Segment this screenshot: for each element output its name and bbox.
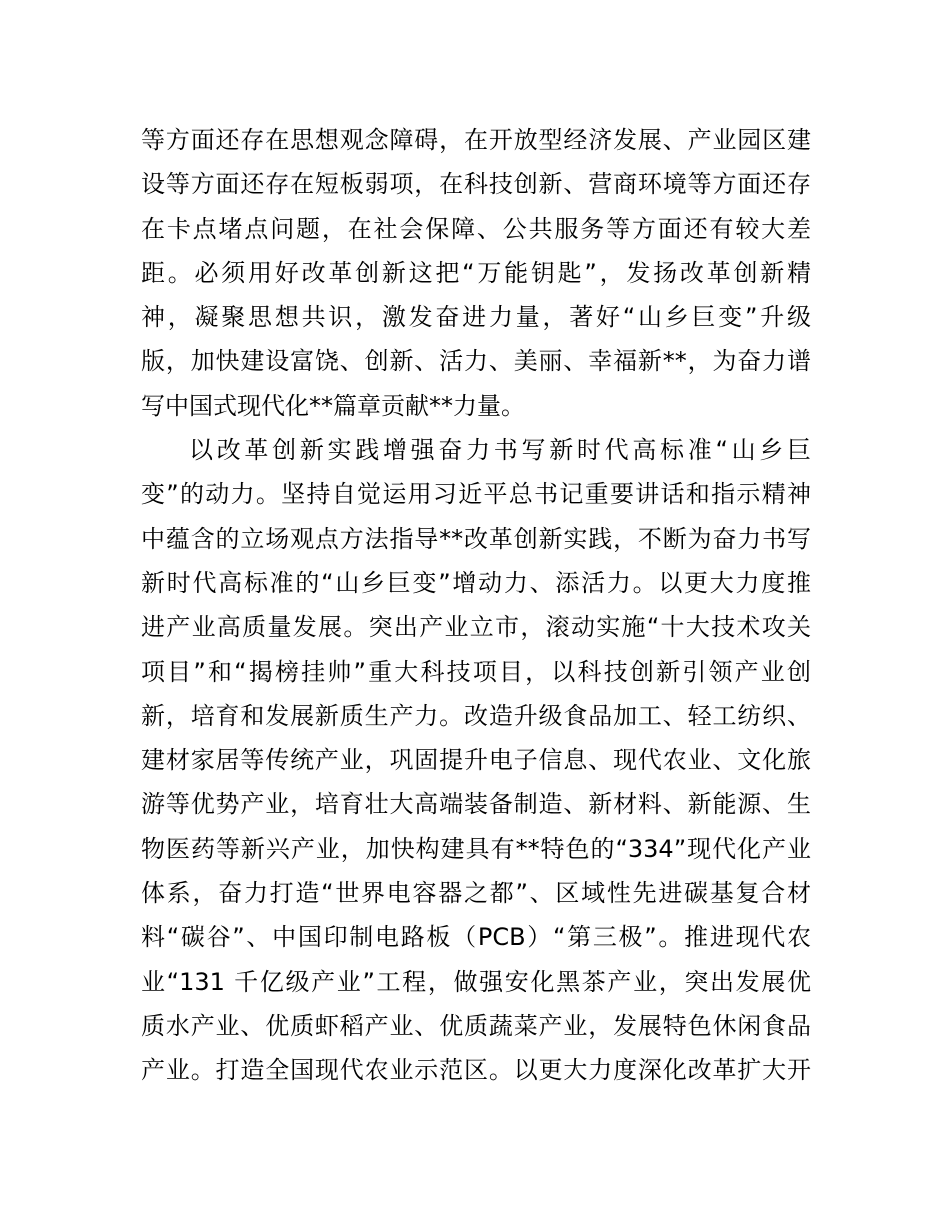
paragraph-1 <box>141 118 811 428</box>
text-line: 变”的动力。坚持自觉运用习近平总书记重要讲话和指示精神 <box>141 480 811 509</box>
text-line: 以改革创新实践增强奋力书写新时代高标准“山乡巨 <box>189 436 811 465</box>
text-line: 距。必须用好改革创新这把“万能钥匙”，发扬改革创新精 <box>141 258 811 287</box>
text-line: 产业。打造全国现代农业示范区。以更大力度深化改革扩大开 <box>141 1056 811 1085</box>
text-line: 游等优势产业，培育壮大高端装备制造、新材料、新能源、生 <box>141 790 811 819</box>
document-body <box>141 118 811 1093</box>
text-line: 体系，奋力打造“世界电容器之都”、区域性先进碳基复合材 <box>141 879 811 908</box>
text-line: 版，加快建设富饶、创新、活力、美丽、幸福新**，为奋力谱 <box>141 347 811 376</box>
text-line: 神，凝聚思想共识，激发奋进力量，著好“山乡巨变”升级 <box>141 303 811 332</box>
text-line: 中蕴含的立场观点方法指导**改革创新实践，不断为奋力书写 <box>141 524 811 553</box>
text-line: 设等方面还存在短板弱项，在科技创新、营商环境等方面还存 <box>141 170 811 199</box>
text-line: 新，培育和发展新质生产力。改造升级食品加工、轻工纺织、 <box>141 701 811 730</box>
text-line: 业“131 千亿级产业”工程，做强安化黑茶产业，突出发展优 <box>141 967 811 996</box>
text-line: 项目”和“揭榜挂帅”重大科技项目，以科技创新引领产业创 <box>141 657 811 686</box>
text-line: 等方面还存在思想观念障碍，在开放型经济发展、产业园区建 <box>141 126 811 154</box>
text-line: 料“碳谷”、中国印制电路板（PCB）“第三极”。推进现代农 <box>141 923 811 952</box>
text-line: 物医药等新兴产业，加快构建具有**特色的“334”现代化产业 <box>141 834 811 863</box>
text-line: 质水产业、优质虾稻产业、优质蔬菜产业，发展特色休闲食品 <box>141 1011 811 1040</box>
text-line: 建材家居等传统产业，巩固提升电子信息、现代农业、文化旅 <box>141 746 811 775</box>
text-line: 写中国式现代化**篇章贡献**力量。 <box>141 391 525 420</box>
paragraph-2 <box>141 428 811 1092</box>
text-line: 在卡点堵点问题，在社会保障、公共服务等方面还有较大差 <box>141 214 811 243</box>
text-line: 进产业高质量发展。突出产业立市，滚动实施“十大技术攻关 <box>141 613 811 642</box>
text-line: 新时代高标准的“山乡巨变”增动力、添活力。以更大力度推 <box>141 568 811 597</box>
